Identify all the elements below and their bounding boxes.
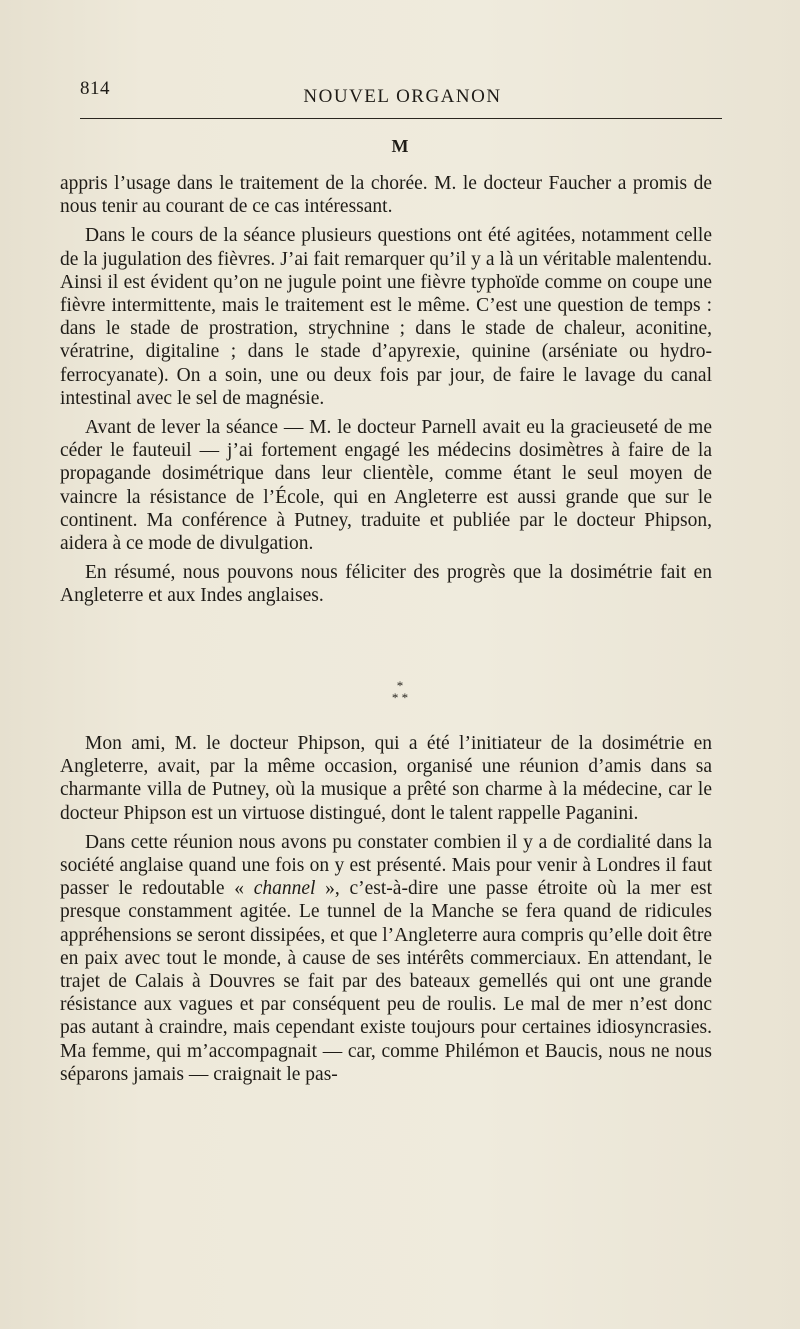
page-number: 814 — [80, 78, 110, 99]
italic-term: channel — [253, 878, 316, 900]
asterism-divider — [0, 680, 800, 704]
paragraph: Dans le cours de la séance plusieurs questions ont été agitées, notamment celle de la jugulation des fièvres. J’ai fait remarquer qu’il y a là un véritable malentendu. Ainsi il est évident qu’on ne jugule point une fièvre typhoïde comme on coupe une fièvre intermittente, mais le traitement est le même. C’est une question de temps : dans le stade de prostration, strychnine ; dans le stade de chaleur, aconitine, vératrine, digitaline ; dans le stade d’apyrexie, quinine (arséniate ou hydro-ferrocyanate). On a soin, une ou deux fois par jour, de faire le lavage du canal intestinal avec le sel de magnésie. — [60, 225, 712, 409]
header-rule — [80, 118, 722, 119]
section-letter: M — [391, 136, 409, 156]
text-block-lower — [60, 732, 712, 1086]
asterism-top: * — [396, 678, 404, 693]
running-head — [80, 78, 725, 108]
paragraph-text: Dans cette réunion nous avons pu constater combien il y a de cordialité dans la société anglaise quand une fois on y est présenté. Mais pour venir à Londres il faut passer le redoutable « — [60, 831, 712, 900]
paragraph: Avant de lever la séance — M. le docteur Parnell avait eu la gracieuseté de me céder le fauteuil — j’ai fortement engagé les médecins dosimètres à faire de la propagande dosimétrique dans leur clientèle, comme étant le seul moyen de vaincre la résistance de l’École, qui en Angleterre est aussi grande que sur le continent. Ma conférence à Putney, traduite et publiée par le docteur Phipson, aidera à ce mode de divulgation. — [60, 417, 712, 555]
paragraph: Mon ami, M. le docteur Phipson, qui a été l’initiateur de la dosimétrie en Angleterre, avait, par la même occasion, organisé une réunion d’amis dans sa charmante villa de Putney, où la musique a prêté son charme à la médecine, car le docteur Phipson est un virtuose distingué, dont le talent rappelle Paganini. — [60, 733, 712, 824]
paragraph-text: », c’est-à-dire une passe étroite où la mer est presque constamment agitée. Le tunnel de la Manche se fera quand de ridicules appréhensions se seront dissipées, et que l’Angleterre aura compris qu’elle doit être en paix avec tout le monde, à cause de ses intérêts commerciaux. En attendant, le trajet de Calais à Douvres se fait par des bateaux gemellés qui ont une grande résistance aux vagues et par conséquent peu de roulis. Le mal de mer n’est donc pas autant à craindre, mais cependant existe toujours pour certaines idiosyncrasies. Ma femme, qui m’accompagnait — car, comme Philémon et Baucis, nous ne nous séparons jamais — craignait le pas- — [60, 878, 712, 1085]
paragraph: En résumé, nous pouvons nous féliciter des progrès que la dosimétrie fait en Angleterre et aux Indes anglaises. — [60, 562, 712, 607]
paragraph — [60, 831, 712, 1086]
paragraph: appris l’usage dans le traitement de la chorée. M. le docteur Faucher a promis de nous tenir au courant de ce cas intéressant. — [60, 173, 712, 218]
text-block-upper — [60, 172, 712, 608]
asterism-bottom: * * — [391, 690, 409, 705]
running-title: NOUVEL ORGANON — [303, 86, 502, 107]
